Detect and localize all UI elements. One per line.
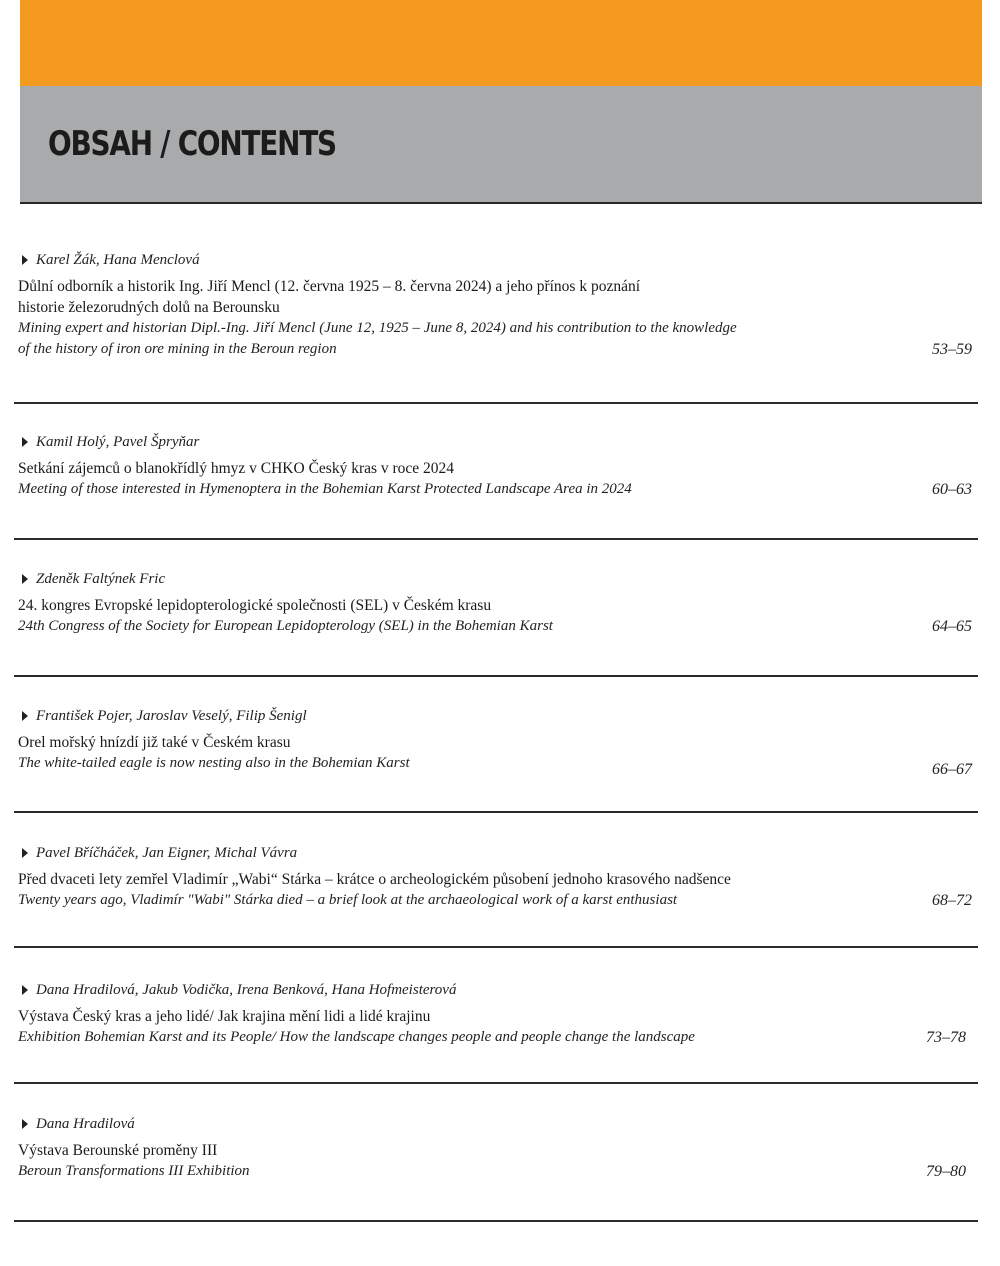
authors-text: Zdeněk Faltýnek Fric (36, 571, 166, 587)
contents-entry-3[interactable] (18, 569, 980, 637)
title-czech: 24. kongres Evropské lepidopterologické společnosti (SEL) v Českém krasu (18, 597, 492, 614)
title-czech: Výstava Berounské proměny III (18, 1142, 218, 1159)
bullet-arrow-icon (22, 1119, 28, 1129)
entry-authors (22, 432, 980, 452)
contents-entry-4[interactable] (18, 706, 980, 778)
page-range: 73–78 (926, 1029, 966, 1046)
title-english-row (18, 1027, 980, 1048)
entry-authors (22, 706, 980, 726)
bullet-arrow-icon (22, 711, 28, 721)
divider (14, 811, 978, 813)
contents-entry-7[interactable] (18, 1114, 980, 1182)
divider (14, 675, 978, 677)
bullet-arrow-icon (22, 437, 28, 447)
title-english: Exhibition Bohemian Karst and its People/ How the landscape changes people and people change the landscape (18, 1029, 695, 1045)
contents-entry-1[interactable] (18, 250, 980, 360)
page-range: 68–72 (932, 892, 972, 909)
title-english-row (18, 616, 980, 637)
title-english-row (18, 1161, 980, 1182)
bullet-arrow-icon (22, 985, 28, 995)
title-english-row (18, 318, 980, 360)
bullet-arrow-icon (22, 848, 28, 858)
authors-text: Pavel Bříčháček, Jan Eigner, Michal Vávra (36, 845, 298, 861)
title-english-row (18, 753, 980, 778)
title-english: The white-tailed eagle is now nesting also in the Bohemian Karst (18, 755, 410, 771)
title-english-row (18, 890, 980, 911)
title-english: Twenty years ago, Vladimír "Wabi" Stárka died – a brief look at the archaeological work of a karst enthusiast (18, 892, 678, 908)
page-range: 79–80 (926, 1163, 966, 1180)
title-english-row (18, 479, 980, 500)
divider (14, 946, 978, 948)
title-czech: Výstava Český kras a jeho lidé/ Jak krajina mění lidi a lidé krajinu (18, 1008, 431, 1025)
title-czech: Důlní odborník a historik Ing. Jiří Mencl (12. června 1925 – 8. června 2024) a jeho přínos k poznání historie železorudných dolů na Berounsku (18, 278, 641, 316)
entry-authors (22, 1114, 980, 1134)
entry-authors (22, 569, 980, 589)
authors-text: Karel Žák, Hana Menclová (36, 252, 200, 268)
title-english: Mining expert and historian Dipl.-Ing. Jiří Mencl (June 12, 1925 – June 8, 2024) and his contribution to the knowledge of the history of iron ore mining in the Beroun region (18, 320, 737, 357)
page-range: 64–65 (932, 618, 972, 635)
title-czech: Před dvaceti lety zemřel Vladimír „Wabi“ Stárka – krátce o archeologickém působení jednoho krasového nadšence (18, 871, 731, 888)
title-czech: Orel mořský hnízdí již také v Českém krasu (18, 734, 291, 751)
entry-authors (22, 843, 980, 863)
contents-entry-6[interactable] (18, 980, 980, 1048)
authors-text: František Pojer, Jaroslav Veselý, Filip Šenigl (36, 708, 307, 724)
divider (14, 1082, 978, 1084)
authors-text: Dana Hradilová, Jakub Vodička, Irena Benková, Hana Hofmeisterová (36, 982, 457, 998)
title-czech: Setkání zájemců o blanokřídlý hmyz v CHKO Český kras v roce 2024 (18, 460, 455, 477)
divider (14, 1220, 978, 1222)
divider (14, 402, 978, 404)
divider (14, 538, 978, 540)
entry-authors (22, 250, 980, 270)
contents-entry-2[interactable] (18, 432, 980, 500)
contents-entry-5[interactable] (18, 843, 980, 911)
title-english: Beroun Transformations III Exhibition (18, 1163, 250, 1179)
title-english: 24th Congress of the Society for European Lepidopterology (SEL) in the Bohemian Karst (18, 618, 553, 634)
page-title: OBSAH / CONTENTS (48, 124, 336, 164)
page-range: 53–59 (932, 341, 972, 358)
authors-text: Kamil Holý, Pavel Špryňar (36, 434, 200, 450)
entry-authors (22, 980, 980, 1000)
bullet-arrow-icon (22, 255, 28, 265)
page-range: 66–67 (932, 761, 972, 778)
authors-text: Dana Hradilová (36, 1116, 135, 1132)
page-range: 60–63 (932, 481, 972, 498)
title-english: Meeting of those interested in Hymenoptera in the Bohemian Karst Protected Landscape Area in 2024 (18, 481, 632, 497)
bullet-arrow-icon (22, 574, 28, 584)
